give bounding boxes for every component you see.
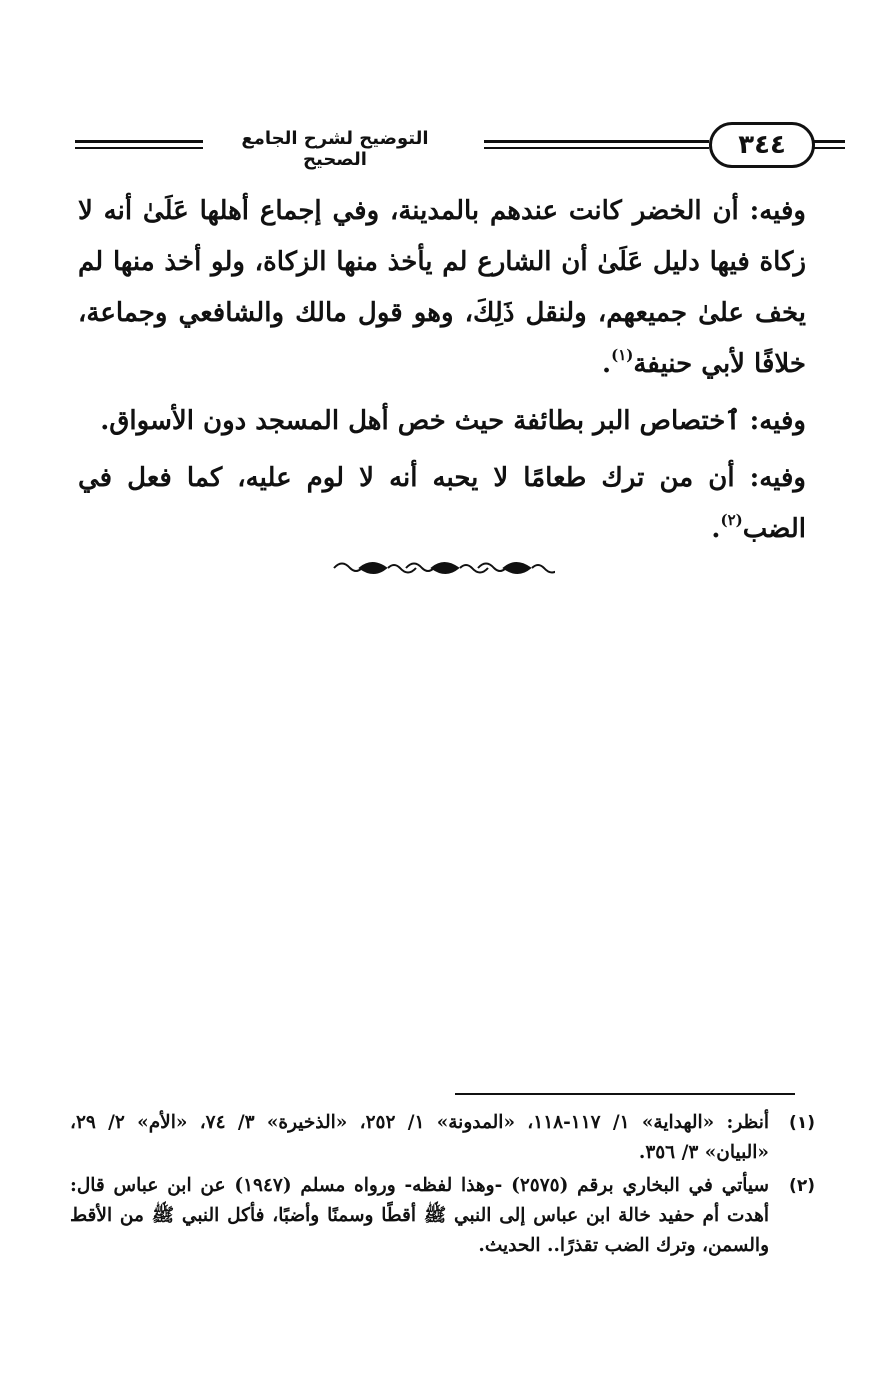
footnote-text: أنظر: «الهداية» ١/ ١١٧-١١٨، «المدونة» ١/ ٢٥٢، «الذخيرة» ٣/ ٧٤، «الأم» ٢/ ٢٩، «البيان» ٣/ ٣٥٦.: [70, 1112, 769, 1163]
header-rule-left-thin: [75, 147, 203, 149]
header-rule-badge-stub: [813, 140, 845, 143]
paragraph-text: أن الخضر كانت عندهم بالمدينة، وفي إجماع أهلها عَلَىٰ أنه لا زكاة فيها دليل عَلَىٰ أن الشارع لم يأخذ منها الزكاة، ولو أخذ منها لم يخف علىٰ جميعهم، ولنقل ذَلِكَ، وهو قول مالك والشافعي وجماعة، خلافًا لأبي حنيفة: [78, 196, 806, 379]
footnote: [70, 1108, 815, 1168]
section-divider-ornament: [330, 555, 555, 581]
footnote-text: سيأتي في البخاري برقم (٢٥٧٥) -وهذا لفظه- ورواه مسلم (١٩٤٧) عن ابن عباس قال: أهدت أم حفيد خالة ابن عباس إلى النبي ﷺ أقطًا وسمنًا وأضبًا، فأكل النبي ﷺ من الأقط والسمن، وترك الضب تقذرًا.. الحديث.: [70, 1175, 769, 1256]
book-title: التوضيح لشرح الجامع الصحيح: [241, 128, 429, 170]
footnote-ref[interactable]: (١): [611, 346, 634, 364]
footnote-number: (١): [789, 1113, 815, 1133]
footnote: [70, 1171, 815, 1261]
paragraph-lead: وفيه:: [749, 463, 806, 493]
header-rule-right-thin: [484, 147, 709, 149]
footnote-number: (٢): [789, 1176, 815, 1196]
header-rule-badge-stub-thin: [813, 147, 845, 149]
paragraph-text: ٱختصاص البر بطائفة حيث خص أهل المسجد دون الأسواق.: [100, 406, 750, 436]
header-rule-right: [484, 140, 709, 143]
page-number: ٣٤٤: [709, 122, 815, 168]
ornament-motif: [334, 563, 416, 573]
footnotes: [70, 1108, 815, 1264]
paragraph-text: أن من ترك طعامًا لا يحبه أنه لا لوم عليه، كما فعل في الضب: [78, 463, 806, 544]
paragraph-end: .: [602, 349, 612, 379]
ornament-motif: [406, 563, 488, 573]
running-header: [70, 118, 815, 174]
paragraph: [78, 396, 806, 447]
paragraph: [78, 453, 806, 555]
header-rule-left: [75, 140, 203, 143]
paragraph-lead: وفيه:: [749, 406, 806, 436]
footnote-separator: [455, 1093, 795, 1095]
main-text: [78, 186, 806, 561]
paragraph-end: .: [711, 514, 721, 544]
paragraph: [78, 186, 806, 390]
paragraph-lead: وفيه:: [749, 196, 806, 226]
footnote-ref[interactable]: (٢): [720, 511, 743, 529]
ornament-motif: [478, 563, 555, 573]
